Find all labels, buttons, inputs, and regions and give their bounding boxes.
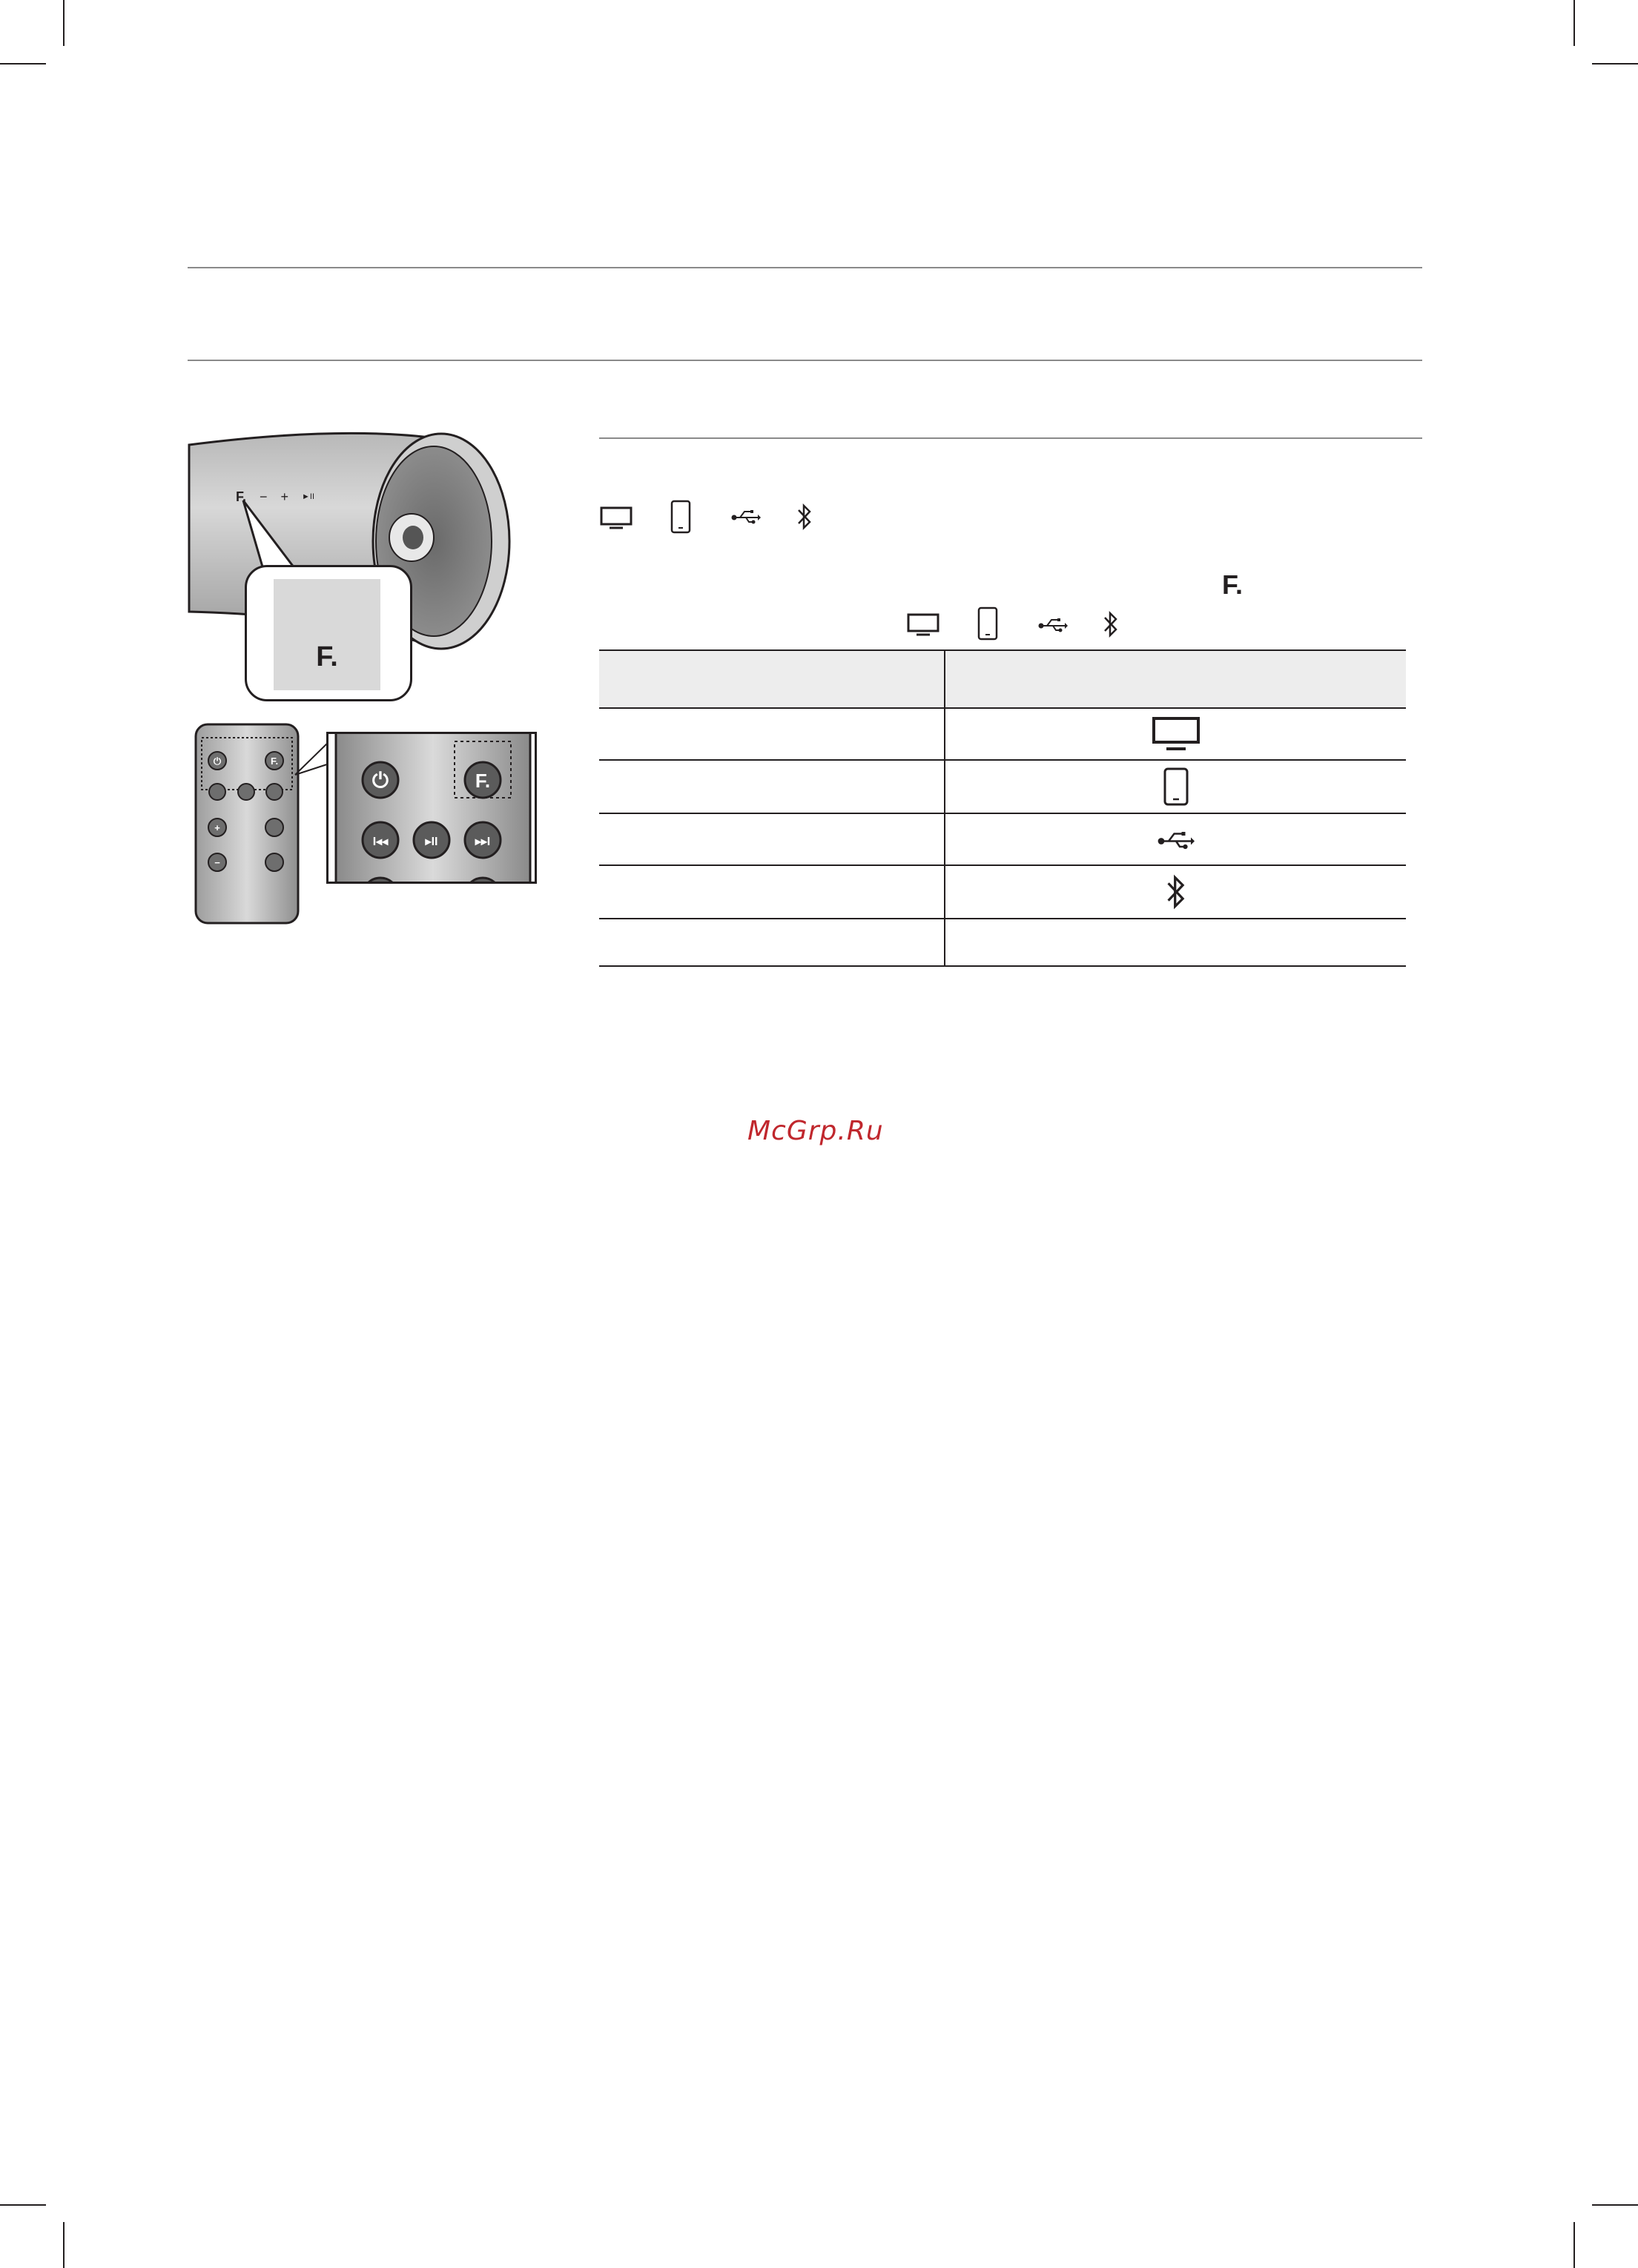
svg-text:−: − — [214, 857, 220, 868]
table-cell-icon — [945, 814, 1406, 864]
crop-mark — [63, 0, 65, 46]
crop-mark — [1592, 63, 1638, 65]
table-cell-icon — [945, 866, 1406, 918]
mobile-icon — [670, 500, 691, 534]
section-rule — [599, 437, 1422, 439]
usb-icon — [1157, 828, 1195, 850]
speaker-panel-buttons — [236, 488, 332, 506]
crop-mark — [1573, 0, 1575, 46]
function-callout — [245, 565, 412, 701]
tv-icon — [1152, 716, 1201, 752]
mobile-icon — [977, 606, 998, 641]
remote-zoom-callout — [326, 732, 537, 884]
remote-callout-line — [294, 734, 331, 778]
speaker-play-pause-button: ►II — [302, 492, 315, 501]
svg-text:⏻: ⏻ — [371, 769, 389, 792]
bluetooth-icon — [1103, 609, 1119, 639]
svg-text:▸II: ▸II — [425, 836, 438, 848]
svg-text:▸▸I: ▸▸I — [475, 836, 491, 848]
header-rule-bottom — [188, 360, 1422, 361]
mobile-icon — [1163, 767, 1189, 807]
table-row — [599, 709, 1406, 761]
svg-text:I◂◂: I◂◂ — [372, 836, 389, 848]
remote-control-illustration — [193, 721, 304, 928]
usb-icon — [731, 507, 761, 525]
header-rule-top — [188, 267, 1422, 268]
crop-mark — [1592, 2204, 1638, 2206]
crop-mark — [0, 63, 46, 65]
table-row — [599, 866, 1406, 919]
table-column-divider — [944, 649, 945, 967]
function-callout-panel — [274, 579, 380, 690]
crop-mark — [0, 2204, 46, 2206]
table-header — [599, 649, 1406, 709]
bluetooth-icon — [1165, 873, 1187, 911]
svg-text:F.: F. — [270, 756, 279, 767]
tv-icon — [906, 612, 942, 638]
function-button-symbol: F. — [1222, 569, 1244, 600]
table-row — [599, 814, 1406, 866]
crop-mark — [1573, 2222, 1575, 2268]
table-cell-icon — [945, 709, 1406, 759]
function-callout-symbol: F. — [316, 641, 338, 672]
usb-icon — [1038, 615, 1068, 633]
watermark: McGrp.Ru — [747, 1116, 884, 1146]
speaker-volume-up-button: + — [280, 489, 289, 504]
tv-icon — [599, 506, 635, 531]
speaker-volume-down-button: − — [260, 489, 268, 504]
speaker-function-button: F. — [236, 489, 247, 504]
svg-text:⏻: ⏻ — [213, 756, 222, 767]
table-row — [599, 761, 1406, 814]
table-row — [599, 919, 1406, 967]
crop-mark — [63, 2222, 65, 2268]
svg-text:F.: F. — [475, 770, 491, 792]
svg-text:+: + — [214, 822, 220, 833]
table-cell-icon — [945, 761, 1406, 813]
bluetooth-icon — [796, 502, 813, 532]
